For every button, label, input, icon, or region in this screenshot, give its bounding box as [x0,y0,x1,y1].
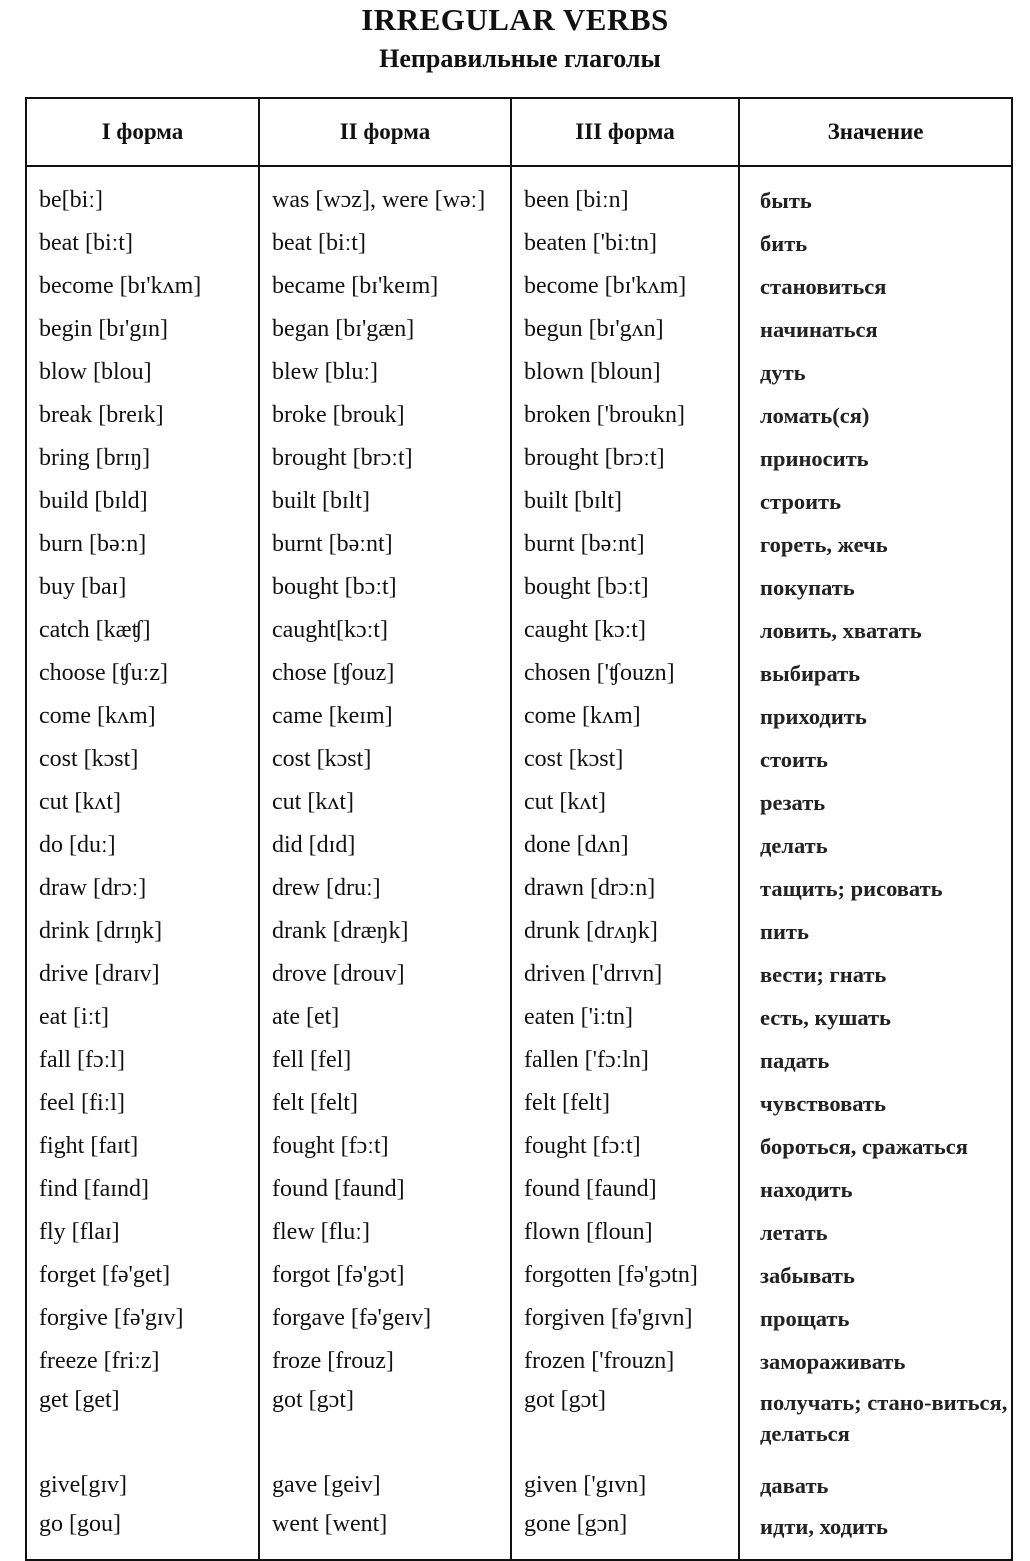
table-row [26,480,1012,523]
table-row [26,1168,1012,1211]
form-2-cell: flew [fluː] [259,1211,511,1254]
form-1-cell: drink [drɪŋk] [26,910,259,953]
form-1-cell: give[gɪv] [26,1464,259,1507]
form-1-cell: bring [brɪŋ] [26,437,259,480]
form-3-cell: gone [gɔn] [511,1507,739,1560]
table-row [26,867,1012,910]
form-1-cell: feel [fiːl] [26,1082,259,1125]
header-form-1: I форма [26,98,259,166]
form-2-cell: drew [druː] [259,867,511,910]
meaning-cell: выбирать [739,652,1012,695]
meaning-cell: стоить [739,738,1012,781]
irregular-verbs-table [25,97,1013,1561]
table-row [26,953,1012,996]
form-2-cell: forgave [fə'geɪv] [259,1297,511,1340]
table-row [26,1254,1012,1297]
form-3-cell: built [bɪlt] [511,480,739,523]
table-row [26,996,1012,1039]
meaning-cell: дуть [739,351,1012,394]
table-body [26,166,1012,1560]
form-1-cell: cut [kʌt] [26,781,259,824]
meaning-cell: ломать(ся) [739,394,1012,437]
form-3-cell: caught [kɔːt] [511,609,739,652]
form-2-cell: forgot [fə'gɔt] [259,1254,511,1297]
form-2-cell: burnt [bəːnt] [259,523,511,566]
form-3-cell: blown [bloun] [511,351,739,394]
form-2-cell: did [dɪd] [259,824,511,867]
form-1-cell: catch [kæʧ] [26,609,259,652]
meaning-cell: пить [739,910,1012,953]
form-2-cell: fought [fɔːt] [259,1125,511,1168]
meaning-cell: приносить [739,437,1012,480]
form-1-cell: beat [biːt] [26,222,259,265]
form-2-cell: built [bɪlt] [259,480,511,523]
form-2-cell: cut [kʌt] [259,781,511,824]
table-row [26,523,1012,566]
form-2-cell: was [wɔz], were [wəː] [259,179,511,222]
form-3-cell: cost [kɔst] [511,738,739,781]
form-1-cell: fight [faɪt] [26,1125,259,1168]
form-1-cell: build [bɪld] [26,480,259,523]
form-1-cell: go [gou] [26,1507,259,1560]
form-1-cell: blow [blou] [26,351,259,394]
table-row [26,824,1012,867]
meaning-cell: резать [739,781,1012,824]
form-2-cell: became [bɪ'keɪm] [259,265,511,308]
form-1-cell: begin [bɪ'gɪn] [26,308,259,351]
header-form-3: III форма [511,98,739,166]
table-row [26,265,1012,308]
form-2-cell: came [keɪm] [259,695,511,738]
form-1-cell: freeze [friːz] [26,1340,259,1383]
table-row [26,566,1012,609]
form-2-cell: bought [bɔːt] [259,566,511,609]
form-1-cell: forgive [fə'gɪv] [26,1297,259,1340]
meaning-cell: летать [739,1211,1012,1254]
form-3-cell: burnt [bəːnt] [511,523,739,566]
form-2-cell: broke [brouk] [259,394,511,437]
table-row [26,652,1012,695]
meaning-cell: строить [739,480,1012,523]
form-2-cell: fell [fel] [259,1039,511,1082]
table-row [26,437,1012,480]
meaning-cell: быть [739,179,1012,222]
meaning-cell: гореть, жечь [739,523,1012,566]
form-2-cell: began [bɪ'gæn] [259,308,511,351]
table-row [26,1297,1012,1340]
form-3-cell: frozen ['frouzn] [511,1340,739,1383]
form-3-cell: cut [kʌt] [511,781,739,824]
form-2-cell: went [went] [259,1507,511,1560]
form-1-cell: cost [kɔst] [26,738,259,781]
table-row [26,1340,1012,1383]
meaning-cell: бить [739,222,1012,265]
meaning-cell: замораживать [739,1340,1012,1383]
form-3-cell: felt [felt] [511,1082,739,1125]
form-3-cell: broken ['broukn] [511,394,739,437]
form-2-cell: found [faund] [259,1168,511,1211]
meaning-cell: давать [739,1464,1012,1507]
form-3-cell: given ['gɪvn] [511,1464,739,1507]
table-row [26,1383,1012,1464]
table-row [26,1039,1012,1082]
table-row [26,351,1012,394]
form-3-cell: drunk [drʌŋk] [511,910,739,953]
form-2-cell: beat [biːt] [259,222,511,265]
form-3-cell: come [kʌm] [511,695,739,738]
form-3-cell: fought [fɔːt] [511,1125,739,1168]
form-2-cell: got [gɔt] [259,1383,511,1464]
table-row [26,222,1012,265]
form-3-cell: been [biːn] [511,179,739,222]
form-3-cell: become [bɪ'kʌm] [511,265,739,308]
form-1-cell: fly [flaɪ] [26,1211,259,1254]
table-row [26,1082,1012,1125]
table-row [26,1125,1012,1168]
table-row [26,781,1012,824]
meaning-cell: прощать [739,1297,1012,1340]
form-3-cell: drawn [drɔːn] [511,867,739,910]
form-3-cell: beaten ['biːtn] [511,222,739,265]
form-3-cell: found [faund] [511,1168,739,1211]
table-row [26,1211,1012,1254]
form-3-cell: forgotten [fə'gɔtn] [511,1254,739,1297]
meaning-cell: идти, ходить [739,1507,1012,1560]
form-2-cell: drove [drouv] [259,953,511,996]
meaning-cell: вести; гнать [739,953,1012,996]
meaning-cell: забывать [739,1254,1012,1297]
form-3-cell: driven ['drɪvn] [511,953,739,996]
table-row [26,1464,1012,1507]
header-form-2: II форма [259,98,511,166]
form-3-cell: chosen ['ʧouzn] [511,652,739,695]
meaning-cell: начинаться [739,308,1012,351]
form-1-cell: do [duː] [26,824,259,867]
meaning-cell: приходить [739,695,1012,738]
form-3-cell: flown [floun] [511,1211,739,1254]
form-2-cell: caught[kɔːt] [259,609,511,652]
table-row [26,738,1012,781]
form-1-cell: draw [drɔː] [26,867,259,910]
meaning-cell: делать [739,824,1012,867]
spacer-row [26,166,1012,179]
table-row [26,308,1012,351]
form-3-cell: done [dʌn] [511,824,739,867]
form-1-cell: get [get] [26,1383,259,1464]
table-row [26,179,1012,222]
page-subtitle: Неправильные глаголы [379,44,661,73]
form-3-cell: eaten ['iːtn] [511,996,739,1039]
form-2-cell: felt [felt] [259,1082,511,1125]
form-1-cell: fall [fɔːl] [26,1039,259,1082]
form-2-cell: chose [ʧouz] [259,652,511,695]
header-meaning: Значение [739,98,1012,166]
form-1-cell: forget [fə'get] [26,1254,259,1297]
form-3-cell: begun [bɪ'gʌn] [511,308,739,351]
meaning-cell: бороться, сражаться [739,1125,1012,1168]
form-1-cell: become [bɪ'kʌm] [26,265,259,308]
form-3-cell: fallen ['fɔːln] [511,1039,739,1082]
form-1-cell: break [breɪk] [26,394,259,437]
meaning-cell: получать; стано-виться, делаться [739,1383,1012,1464]
form-1-cell: find [faɪnd] [26,1168,259,1211]
table-row [26,910,1012,953]
form-3-cell: forgiven [fə'gɪvn] [511,1297,739,1340]
meaning-cell: есть, кушать [739,996,1012,1039]
table-row [26,695,1012,738]
table-row [26,609,1012,652]
meaning-cell: покупать [739,566,1012,609]
form-2-cell: drank [dræŋk] [259,910,511,953]
form-1-cell: buy [baɪ] [26,566,259,609]
meaning-cell: ловить, хватать [739,609,1012,652]
form-2-cell: froze [frouz] [259,1340,511,1383]
meaning-cell: тащить; рисовать [739,867,1012,910]
form-1-cell: come [kʌm] [26,695,259,738]
form-1-cell: choose [ʧuːz] [26,652,259,695]
form-2-cell: brought [brɔːt] [259,437,511,480]
form-3-cell: brought [brɔːt] [511,437,739,480]
form-1-cell: drive [draɪv] [26,953,259,996]
form-1-cell: eat [iːt] [26,996,259,1039]
table-row [26,394,1012,437]
meaning-cell: падать [739,1039,1012,1082]
form-2-cell: blew [bluː] [259,351,511,394]
page-title: IRREGULAR VERBS [361,2,669,37]
meaning-cell: находить [739,1168,1012,1211]
form-2-cell: gave [geiv] [259,1464,511,1507]
form-3-cell: got [gɔt] [511,1383,739,1464]
form-2-cell: ate [et] [259,996,511,1039]
table-row [26,1507,1012,1560]
meaning-cell: чувствовать [739,1082,1012,1125]
form-2-cell: cost [kɔst] [259,738,511,781]
form-1-cell: burn [bəːn] [26,523,259,566]
form-3-cell: bought [bɔːt] [511,566,739,609]
form-1-cell: be[biː] [26,179,259,222]
header-row [26,98,1012,166]
meaning-cell: становиться [739,265,1012,308]
